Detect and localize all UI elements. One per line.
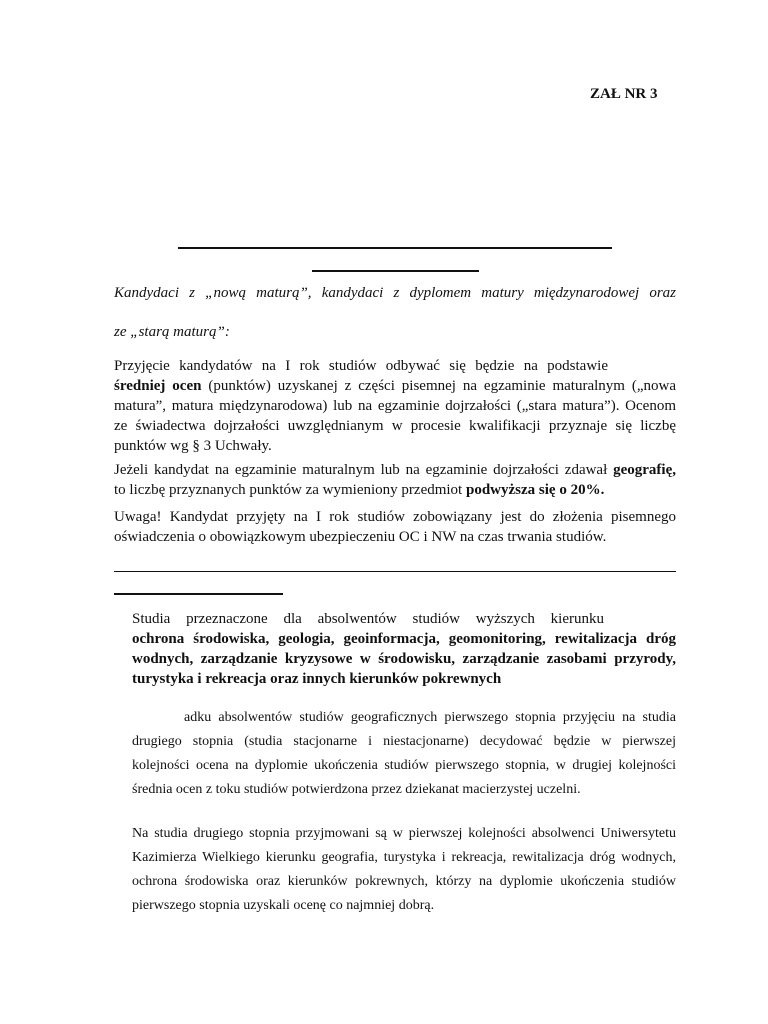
heading-rule-short: [312, 270, 479, 272]
heading2-line-2: [132, 629, 676, 649]
geography-line-1-text: Jeżeli kandydat na egzaminie maturalnym lub na egzaminie dojrzałości zdawał: [114, 462, 614, 478]
priority-line-4: pierwszego stopnia uzyskali ocenę co najmniej dobrą.: [132, 898, 435, 913]
admission-line-1: Przyjęcie kandydatów na I rok studiów odbywać się będzie na podstawie: [114, 358, 608, 374]
admission-line-2-rest: (punktów) uzyskanej z części pisemnej na egzaminie maturalnym („nowa: [201, 378, 676, 394]
graduates-line-2: drugiego stopnia (studia stacjonarne i niestacjonarne) decydować będzie w pierwszej: [132, 734, 676, 749]
graduates-line-3: kolejności ocena na dyplomie ukończenia studiów pierwszego stopnia, w drugiej kolejności: [132, 758, 676, 773]
admission-paragraph: [114, 356, 676, 456]
heading2-line-2-bold: ochrona środowiska, geologia, geoinformacja, geomonitoring, rewitalizacja dróg: [132, 631, 676, 647]
admission-line-5: punktów wg § 3 Uchwały.: [114, 438, 272, 454]
graduates-paragraph: [132, 706, 676, 802]
section-divider-short: [114, 593, 283, 595]
geography-paragraph: [114, 460, 676, 500]
geography-line-1: [114, 460, 676, 480]
heading2-line-3: [132, 649, 676, 669]
notice-paragraph: [114, 507, 676, 547]
notice-line-1: Uwaga! Kandydat przyjęty na I rok studiów zobowiązany jest do złożenia pisemnego: [114, 509, 676, 525]
candidates-intro-line-1: Kandydaci z „nową maturą”, kandydaci z dyplomem matury międzynarodowej oraz: [114, 285, 676, 301]
notice-line-2: oświadczenia o obowiązkowym ubezpieczeniu OC i NW na czas trwania studiów.: [114, 529, 607, 545]
geography-line-2-text: to liczbę przyznanych punktów za wymieniony przedmiot: [114, 482, 466, 498]
priority-line-1: Na studia drugiego stopnia przyjmowani są w pierwszej kolejności absolwenci Uniwersytetu: [132, 826, 676, 841]
average-grades-bold: średniej ocen: [114, 378, 202, 394]
graduates-line-1: adku absolwentów studiów geograficznych pierwszego stopnia przyjęciu na studia: [184, 710, 676, 725]
raise-20-percent-bold: podwyższa się o 20%.: [465, 482, 605, 498]
heading2-line-4: [132, 669, 676, 689]
priority-paragraph: [132, 822, 676, 918]
heading2-line-1: Studia przeznaczone dla absolwentów studiów wyższych kierunku: [132, 611, 604, 627]
admission-line-4: ze świadectwa dojrzałości uwzględnianym w procesie kwalifikacji przyznaje się liczbę: [114, 418, 676, 434]
heading-rule-long: [178, 247, 612, 249]
heading2-line-3-bold: wodnych, zarządzanie kryzysowe w środowisku, zarządzanie zasobami przyrody,: [132, 651, 676, 667]
graduates-line-4: średnia ocen z toku studiów potwierdzona przez dziekanat macierzystej uczelni.: [132, 782, 581, 797]
attachment-number: ZAŁ NR 3: [590, 86, 658, 102]
candidates-intro-line-2: ze „starą maturą”:: [114, 324, 230, 340]
priority-line-3: ochrona środowiska oraz kierunków pokrewnych, którzy na dyplomie ukończenia studiów: [132, 874, 676, 889]
priority-line-2: Kazimierza Wielkiego kierunku geografia, turystyka i rekreacja, rewitalizacja dróg wodnych,: [132, 850, 676, 865]
admission-line-3: matura”, matura międzynarodowa) lub na egzaminie dojrzałości („stara matura”). Ocenom: [114, 398, 676, 414]
second-degree-heading: [132, 609, 676, 689]
geography-line-2: [114, 480, 676, 500]
section-divider: [114, 571, 676, 572]
heading2-line-4-bold: turystyka i rekreacja oraz innych kierunków pokrewnych: [132, 671, 502, 687]
admission-line-2: [114, 376, 676, 396]
geography-bold: geografię,: [613, 462, 676, 478]
